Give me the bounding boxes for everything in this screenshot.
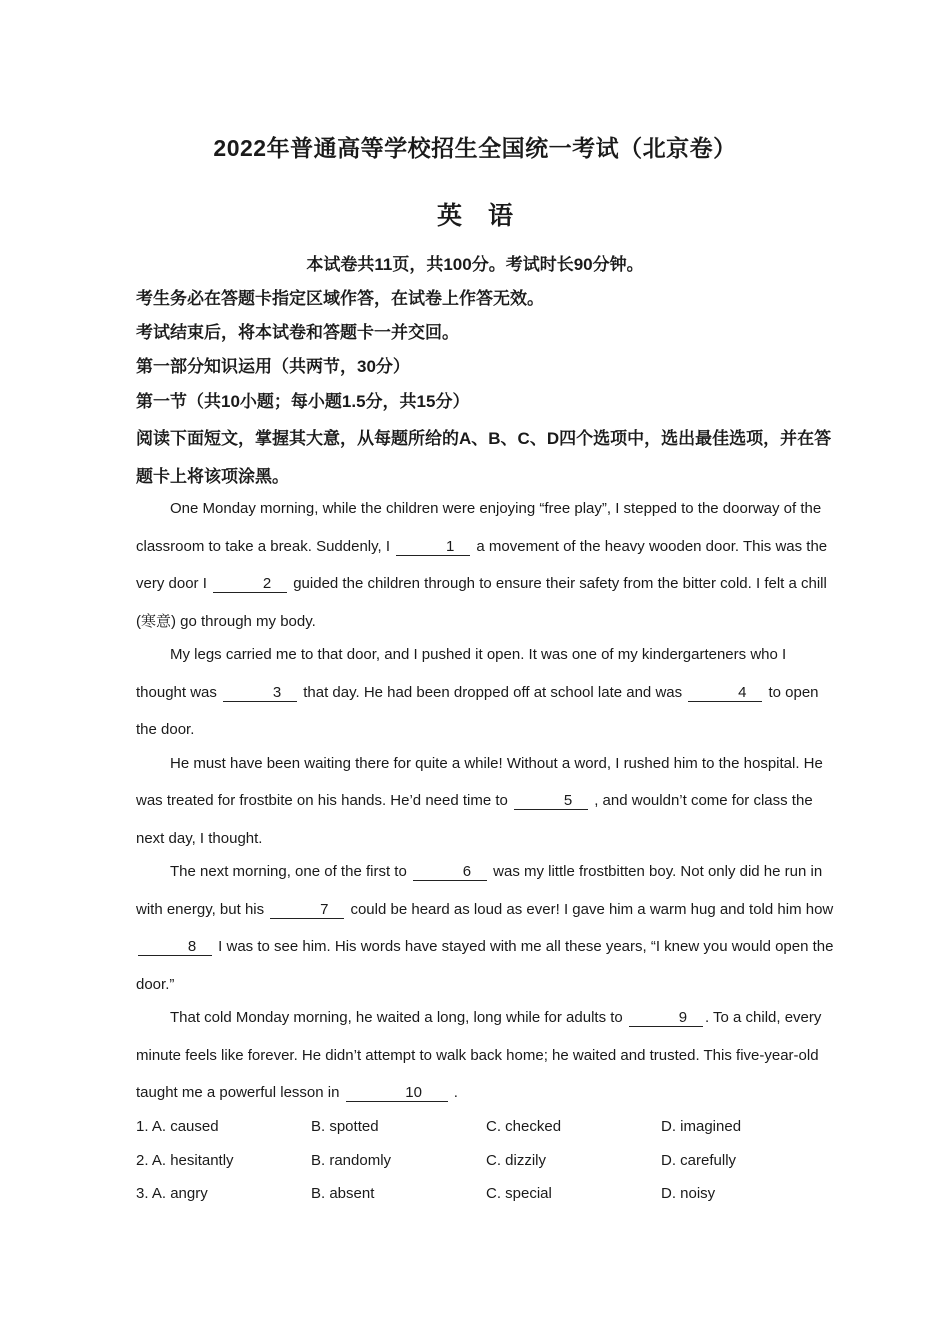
option-d: D. carefully xyxy=(661,1151,737,1169)
blank-6: 6 xyxy=(413,864,487,881)
passage-paragraph: The next morning, one of the first to 6 was my little frostbitten boy. Not only did he run in with energy, but his 7 could be heard as loud as ever! I gave him a warm hug and told him how 8 I was to see him. His words have stayed with me all these years, “I knew you would open the door.” xyxy=(136,863,834,993)
option-a: 3. A. angry xyxy=(136,1185,208,1203)
instruction-1: 考生务必在答题卡指定区域作答，在试卷上作答无效。 xyxy=(136,289,544,308)
blank-9: 9 xyxy=(629,1010,703,1027)
passage-paragraph: My legs carried me to that door, and I pushed it open. It was one of my kindergarteners who I thought was 3 that day. He had been dropped off at school late and was 4 to open the door. xyxy=(136,646,819,738)
section-heading: 第一部分知识运用（共两节，30分） xyxy=(136,357,410,376)
blank-8: 8 xyxy=(138,939,212,956)
subsection-heading: 第一节（共10小题；每小题1.5分，共15分） xyxy=(136,392,470,411)
question-row xyxy=(136,1144,836,1178)
blank-7: 7 xyxy=(270,902,344,919)
blank-10: 10 xyxy=(346,1085,448,1102)
question-row xyxy=(136,1177,836,1211)
blank-2: 2 xyxy=(213,576,287,593)
answer-options xyxy=(136,1110,836,1211)
blank-4: 4 xyxy=(688,685,762,702)
option-d: D. imagined xyxy=(661,1118,742,1136)
option-b: B. randomly xyxy=(311,1151,392,1169)
option-d: D. noisy xyxy=(661,1185,716,1203)
blank-5: 5 xyxy=(514,793,588,810)
option-c: C. dizzily xyxy=(486,1151,547,1169)
blank-1: 1 xyxy=(396,539,470,556)
option-c: C. checked xyxy=(486,1118,562,1136)
blank-3: 3 xyxy=(223,685,297,702)
option-a: 2. A. hesitantly xyxy=(136,1151,234,1169)
exam-intro: 本试卷共11页，共100分。考试时长90分钟。 xyxy=(306,255,644,274)
passage-paragraph: One Monday morning, while the children were enjoying “free play”, I stepped to the doorway of the classroom to take a break. Suddenly, I 1 a movement of the heavy wooden door. This was the very door I 2 guided the children through to ensure their safety from the bitter cold. I felt a chill (寒意) go through my body. xyxy=(136,500,828,630)
option-a: 1. A. caused xyxy=(136,1118,219,1136)
exam-title: 2022年普通高等学校招生全国统一考试（北京卷） xyxy=(213,135,737,161)
reading-directions: 阅读下面短文，掌握其大意，从每题所给的A、B、C、D四个选项中，选出最佳选项，并在答题卡上将该项涂黑。 xyxy=(136,429,832,486)
question-row xyxy=(136,1110,836,1144)
cloze-passage xyxy=(136,490,836,1108)
subject-heading: 英语 xyxy=(436,202,539,230)
option-b: B. absent xyxy=(311,1185,375,1203)
passage-paragraph: That cold Monday morning, he waited a long, long while for adults to 9 . To a child, every minute feels like forever. He didn’t attempt to walk back home; he waited and trusted. This five-year-old taught me a powerful lesson in 10 . xyxy=(136,1009,822,1101)
option-b: B. spotted xyxy=(311,1118,379,1136)
instruction-2: 考试结束后，将本试卷和答题卡一并交回。 xyxy=(136,323,459,342)
passage-paragraph: He must have been waiting there for quite a while! Without a word, I rushed him to the hospital. He was treated for frostbite on his hands. He’d need time to 5 , and wouldn’t come for class the next day, I thought. xyxy=(136,754,823,847)
option-c: C. special xyxy=(486,1185,552,1203)
